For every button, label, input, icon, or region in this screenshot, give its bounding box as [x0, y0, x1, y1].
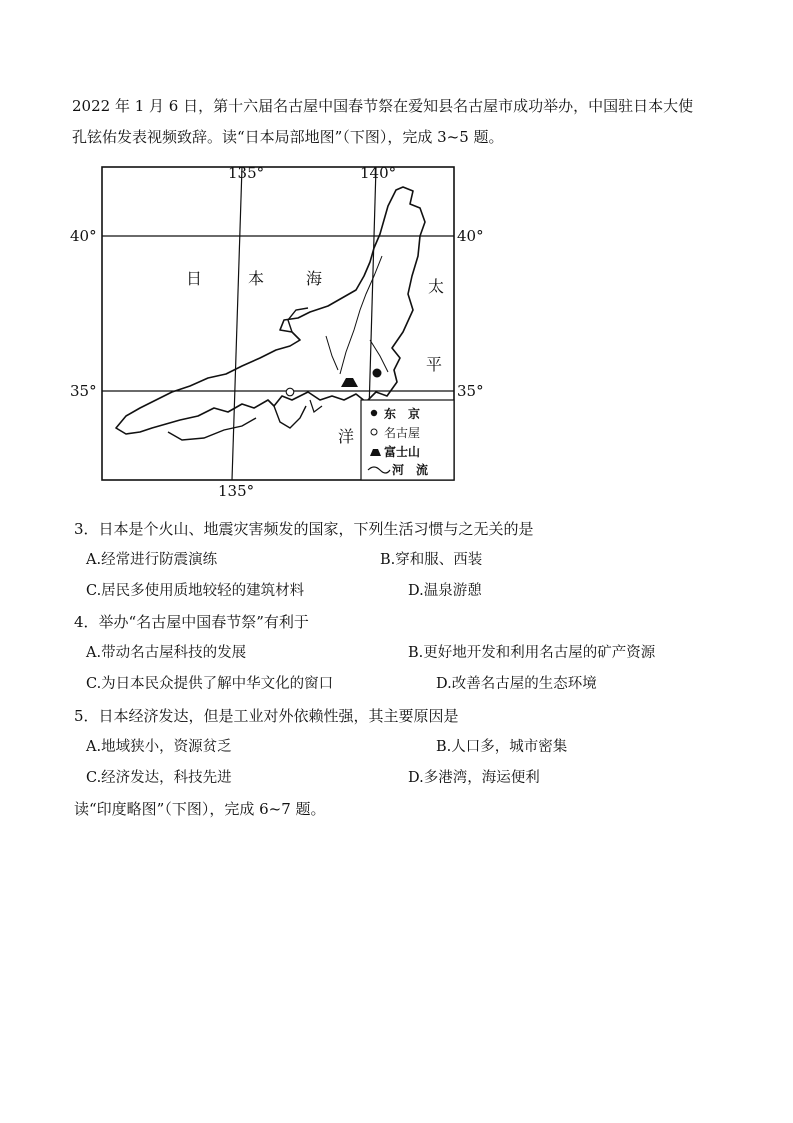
- legend-nagoya-symbol: [371, 429, 377, 435]
- legend-fuji-label: 富士山: [384, 445, 421, 459]
- lat-label-right-35: 35°: [457, 382, 484, 400]
- question-5-option-c: C.经济发达，科技先进: [86, 770, 232, 786]
- ocean-label-char-1: 太: [428, 277, 445, 296]
- sea-label-char-3: 海: [306, 269, 323, 288]
- river-1: [340, 256, 382, 374]
- mt-fuji-symbol: [341, 378, 358, 387]
- lat-label-left-40: 40°: [70, 227, 97, 245]
- intro-line-2: 孔铉佑发表视频致辞。读“日本局部地图”（下图），完成 3~5 题。: [72, 128, 504, 146]
- legend-nagoya-label: 名古屋: [384, 426, 421, 440]
- question-4-option-a: A.带动名古屋科技的发展: [86, 645, 247, 661]
- lon-label-bottom-135: 135°: [218, 482, 255, 500]
- river-3: [326, 336, 338, 370]
- question-3-option-a: A.经常进行防震演练: [86, 552, 218, 568]
- lon-label-top-135: 135°: [228, 164, 265, 182]
- river-2: [370, 340, 388, 372]
- question-5-option-b: B.人口多，城市密集: [436, 739, 568, 755]
- question-3-option-d: D.温泉游憩: [408, 583, 482, 599]
- lat-label-right-40: 40°: [457, 227, 484, 245]
- question-5-option-a: A.地域狭小，资源贫乏: [86, 739, 232, 755]
- question-3-option-b: B.穿和服、西装: [380, 552, 483, 568]
- question-5-stem: 5．日本经济发达，但是工业对外依赖性强，其主要原因是: [74, 707, 459, 725]
- question-4-option-c: C.为日本民众提供了解中华文化的窗口: [86, 676, 334, 692]
- sea-label-char-1: 日: [186, 269, 203, 288]
- lon-label-top-140: 140°: [360, 164, 397, 182]
- ocean-label-char-3: 洋: [338, 427, 355, 446]
- question-4-stem: 4．举办“名古屋中国春节祭”有利于: [74, 613, 309, 631]
- question-3-stem: 3．日本是个火山、地震灾害频发的国家，下列生活习惯与之无关的是: [74, 520, 534, 538]
- meridian-135: [232, 167, 242, 480]
- outro-line: 读“印度略图”（下图），完成 6~7 题。: [74, 800, 326, 818]
- sea-label-char-2: 本: [248, 269, 265, 288]
- question-3-option-c: C.居民多使用质地较轻的建筑材料: [86, 583, 305, 599]
- question-5-option-d: D.多港湾，海运便利: [408, 770, 540, 786]
- legend-tokyo-symbol: [371, 410, 377, 416]
- legend-river-label: 河 流: [392, 463, 429, 477]
- nagoya-point: [286, 388, 294, 396]
- ocean-label-char-2: 平: [426, 355, 443, 374]
- tokyo-point: [373, 369, 382, 378]
- legend-tokyo-label: 东 京: [384, 407, 421, 421]
- question-4-option-b: B.更好地开发和利用名古屋的矿产资源: [408, 645, 656, 661]
- honshu-coastline: [116, 187, 425, 434]
- lat-label-left-35: 35°: [70, 382, 97, 400]
- intro-line-1: 2022 年 1 月 6 日，第十六届名古屋中国春节祭在爱知县名古屋市成功举办，中国驻日本大使: [72, 97, 694, 115]
- question-4-option-d: D.改善名古屋的生态环境: [436, 676, 597, 692]
- japan-partial-map: [70, 160, 490, 500]
